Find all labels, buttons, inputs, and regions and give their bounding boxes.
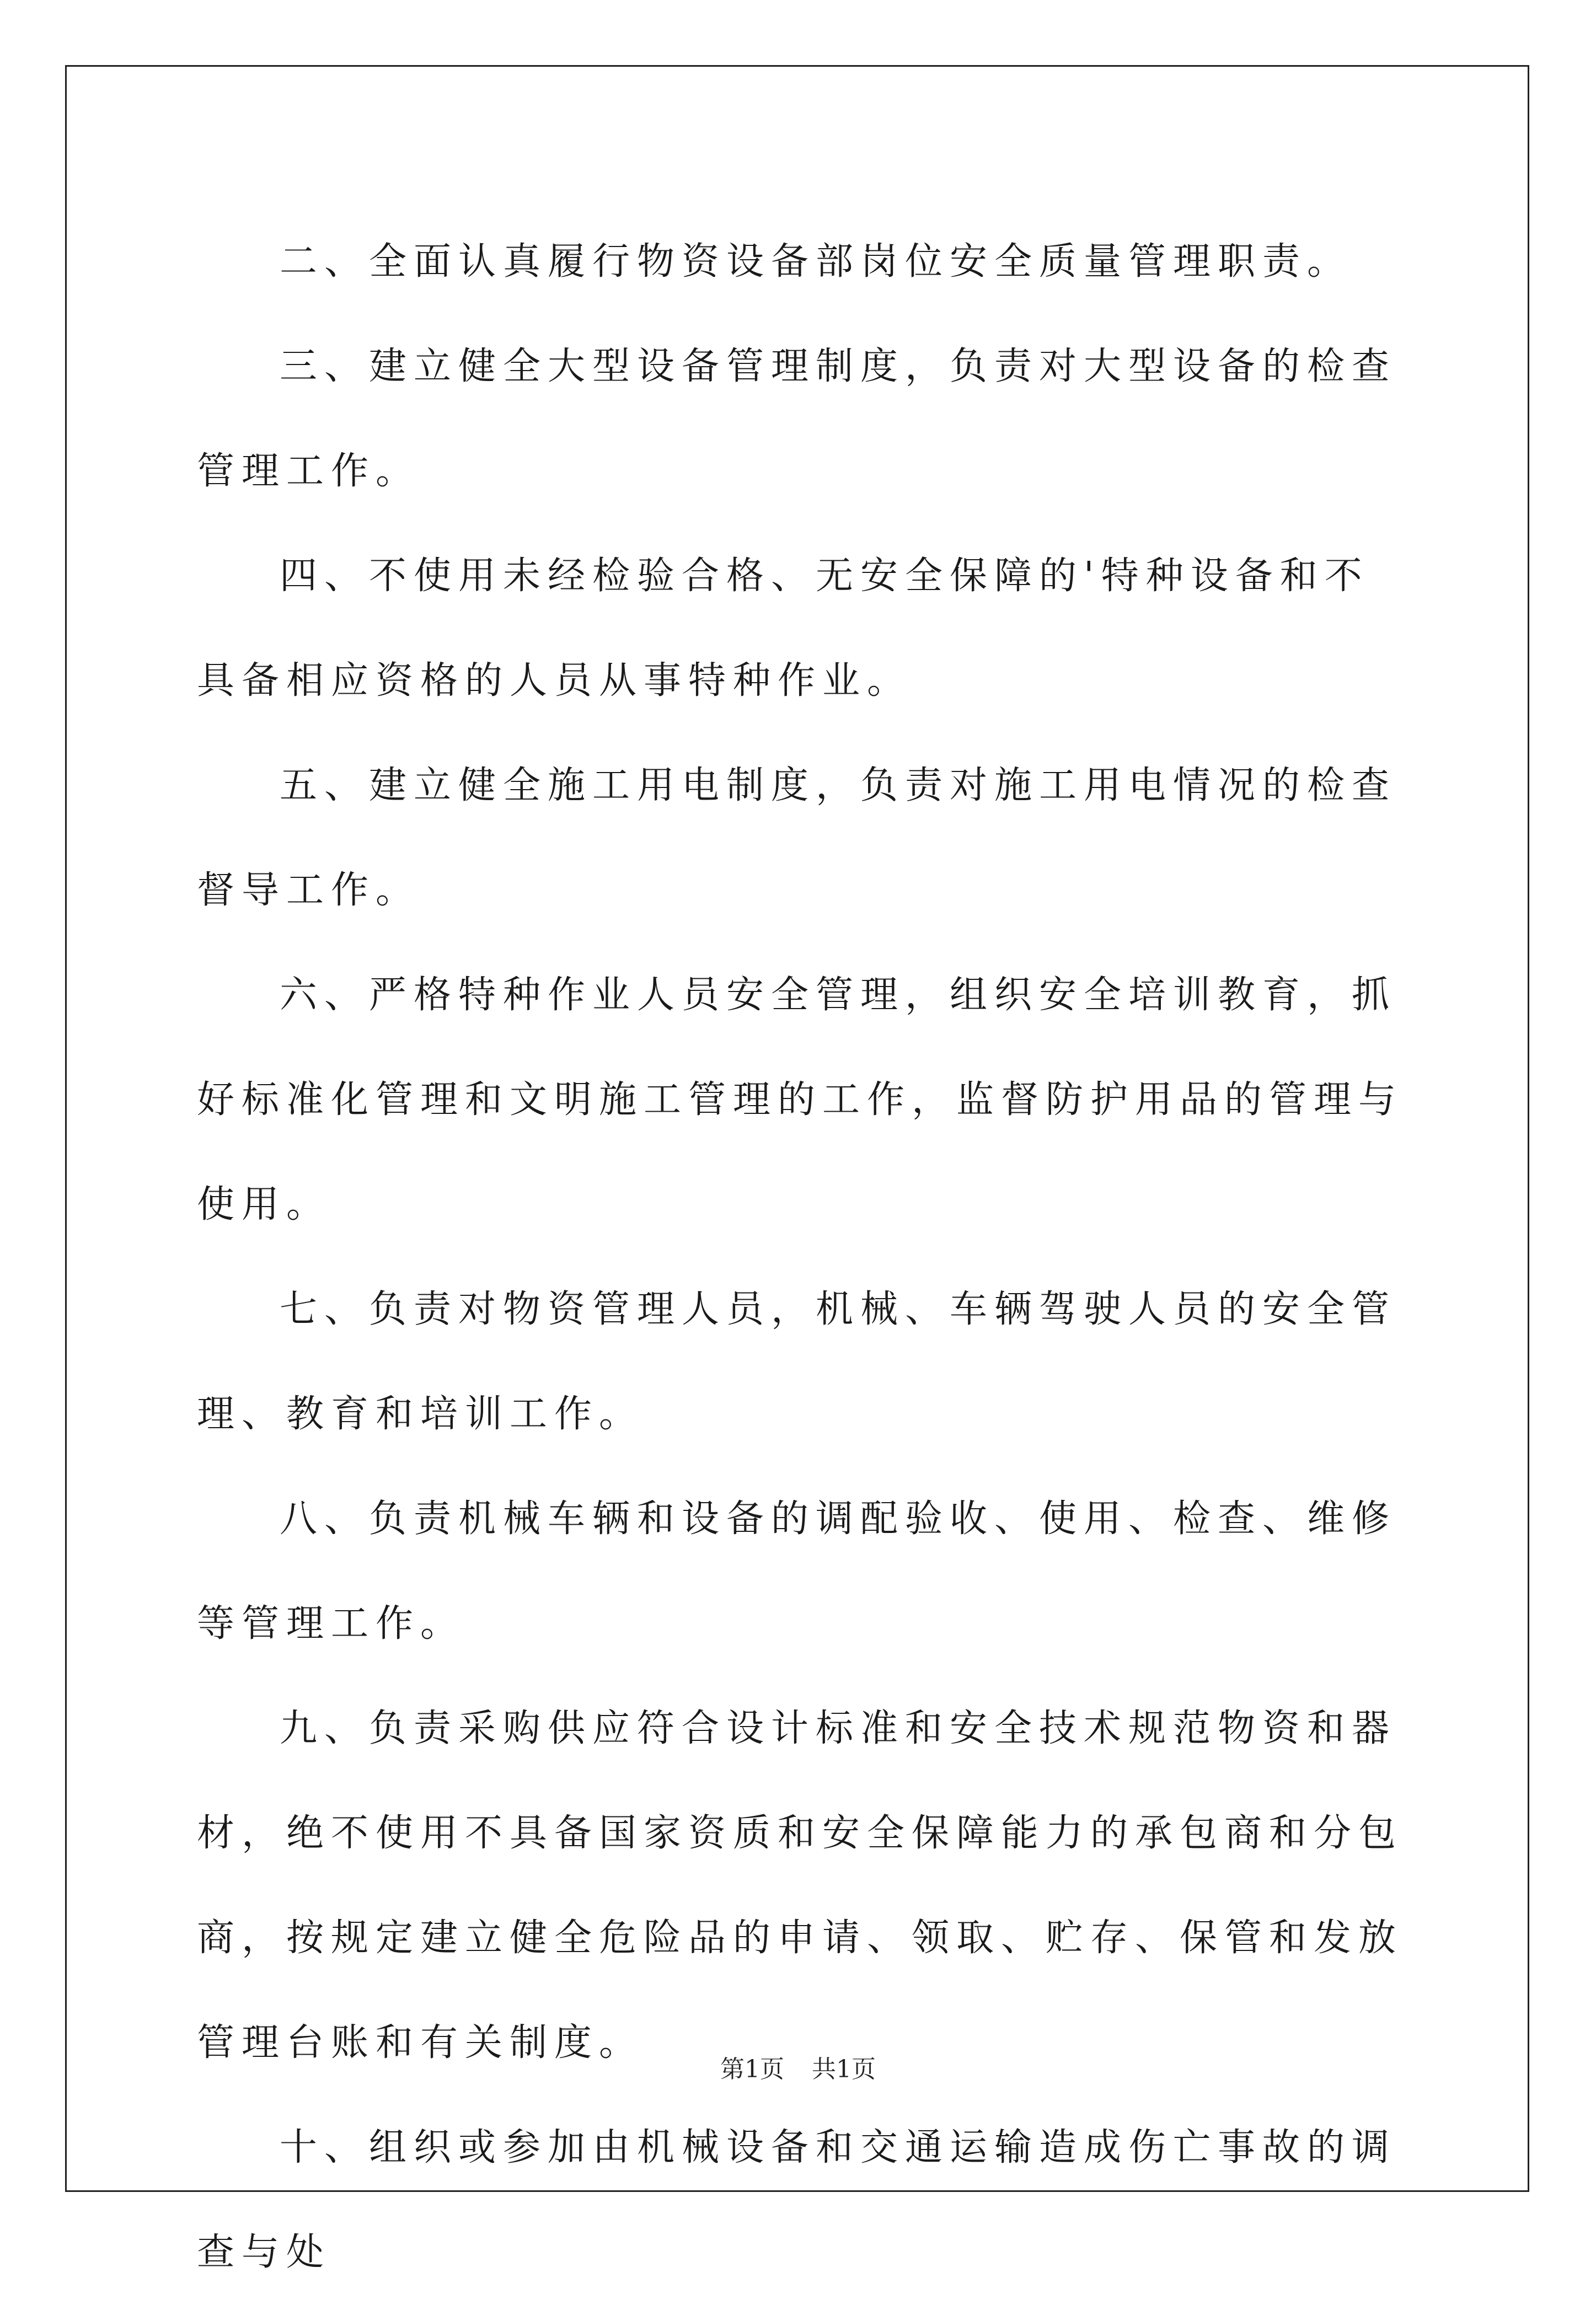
paragraph: 七、负责对物资管理人员，机械、车辆驾驶人员的安全管理、教育和培训工作。 [197,1288,1397,1436]
page-footer [0,2049,1596,2084]
paragraph: 九、负责采购供应符合设计标准和安全技术规范物资和器材，绝不使用不具备国家资质和安全保障能力的承包商和分包商，按规定建立健全危险品的申请、领取、贮存、保管和发放管理台账和有关制度。 [197,1707,1404,2065]
paragraph: 十、组织或参加由机械设备和交通运输造成伤亡事故的调查与处 [197,2126,1397,2274]
document-body [197,210,1405,2305]
paragraph: 二、全面认真履行物资设备部岗位安全质量管理职责。 [280,240,1352,283]
paragraph: 三、建立健全大型设备管理制度，负责对大型设备的检查管理工作。 [197,345,1397,493]
paragraph: 五、建立健全施工用电制度，负责对施工用电情况的检查督导工作。 [197,764,1397,912]
paragraph: 四、不使用未经检验合格、无安全保障的'特种设备和不具备相应资格的人员从事特种作业。 [197,554,1369,703]
page-number: 第1页 [720,2055,784,2083]
page-total: 共1页 [812,2055,876,2083]
paragraph: 六、严格特种作业人员安全管理，组织安全培训教育，抓好标准化管理和文明施工管理的工作，监督防护用品的管理与使用。 [197,973,1404,1226]
paragraph: 八、负责机械车辆和设备的调配验收、使用、检查、维修等管理工作。 [197,1497,1397,1645]
